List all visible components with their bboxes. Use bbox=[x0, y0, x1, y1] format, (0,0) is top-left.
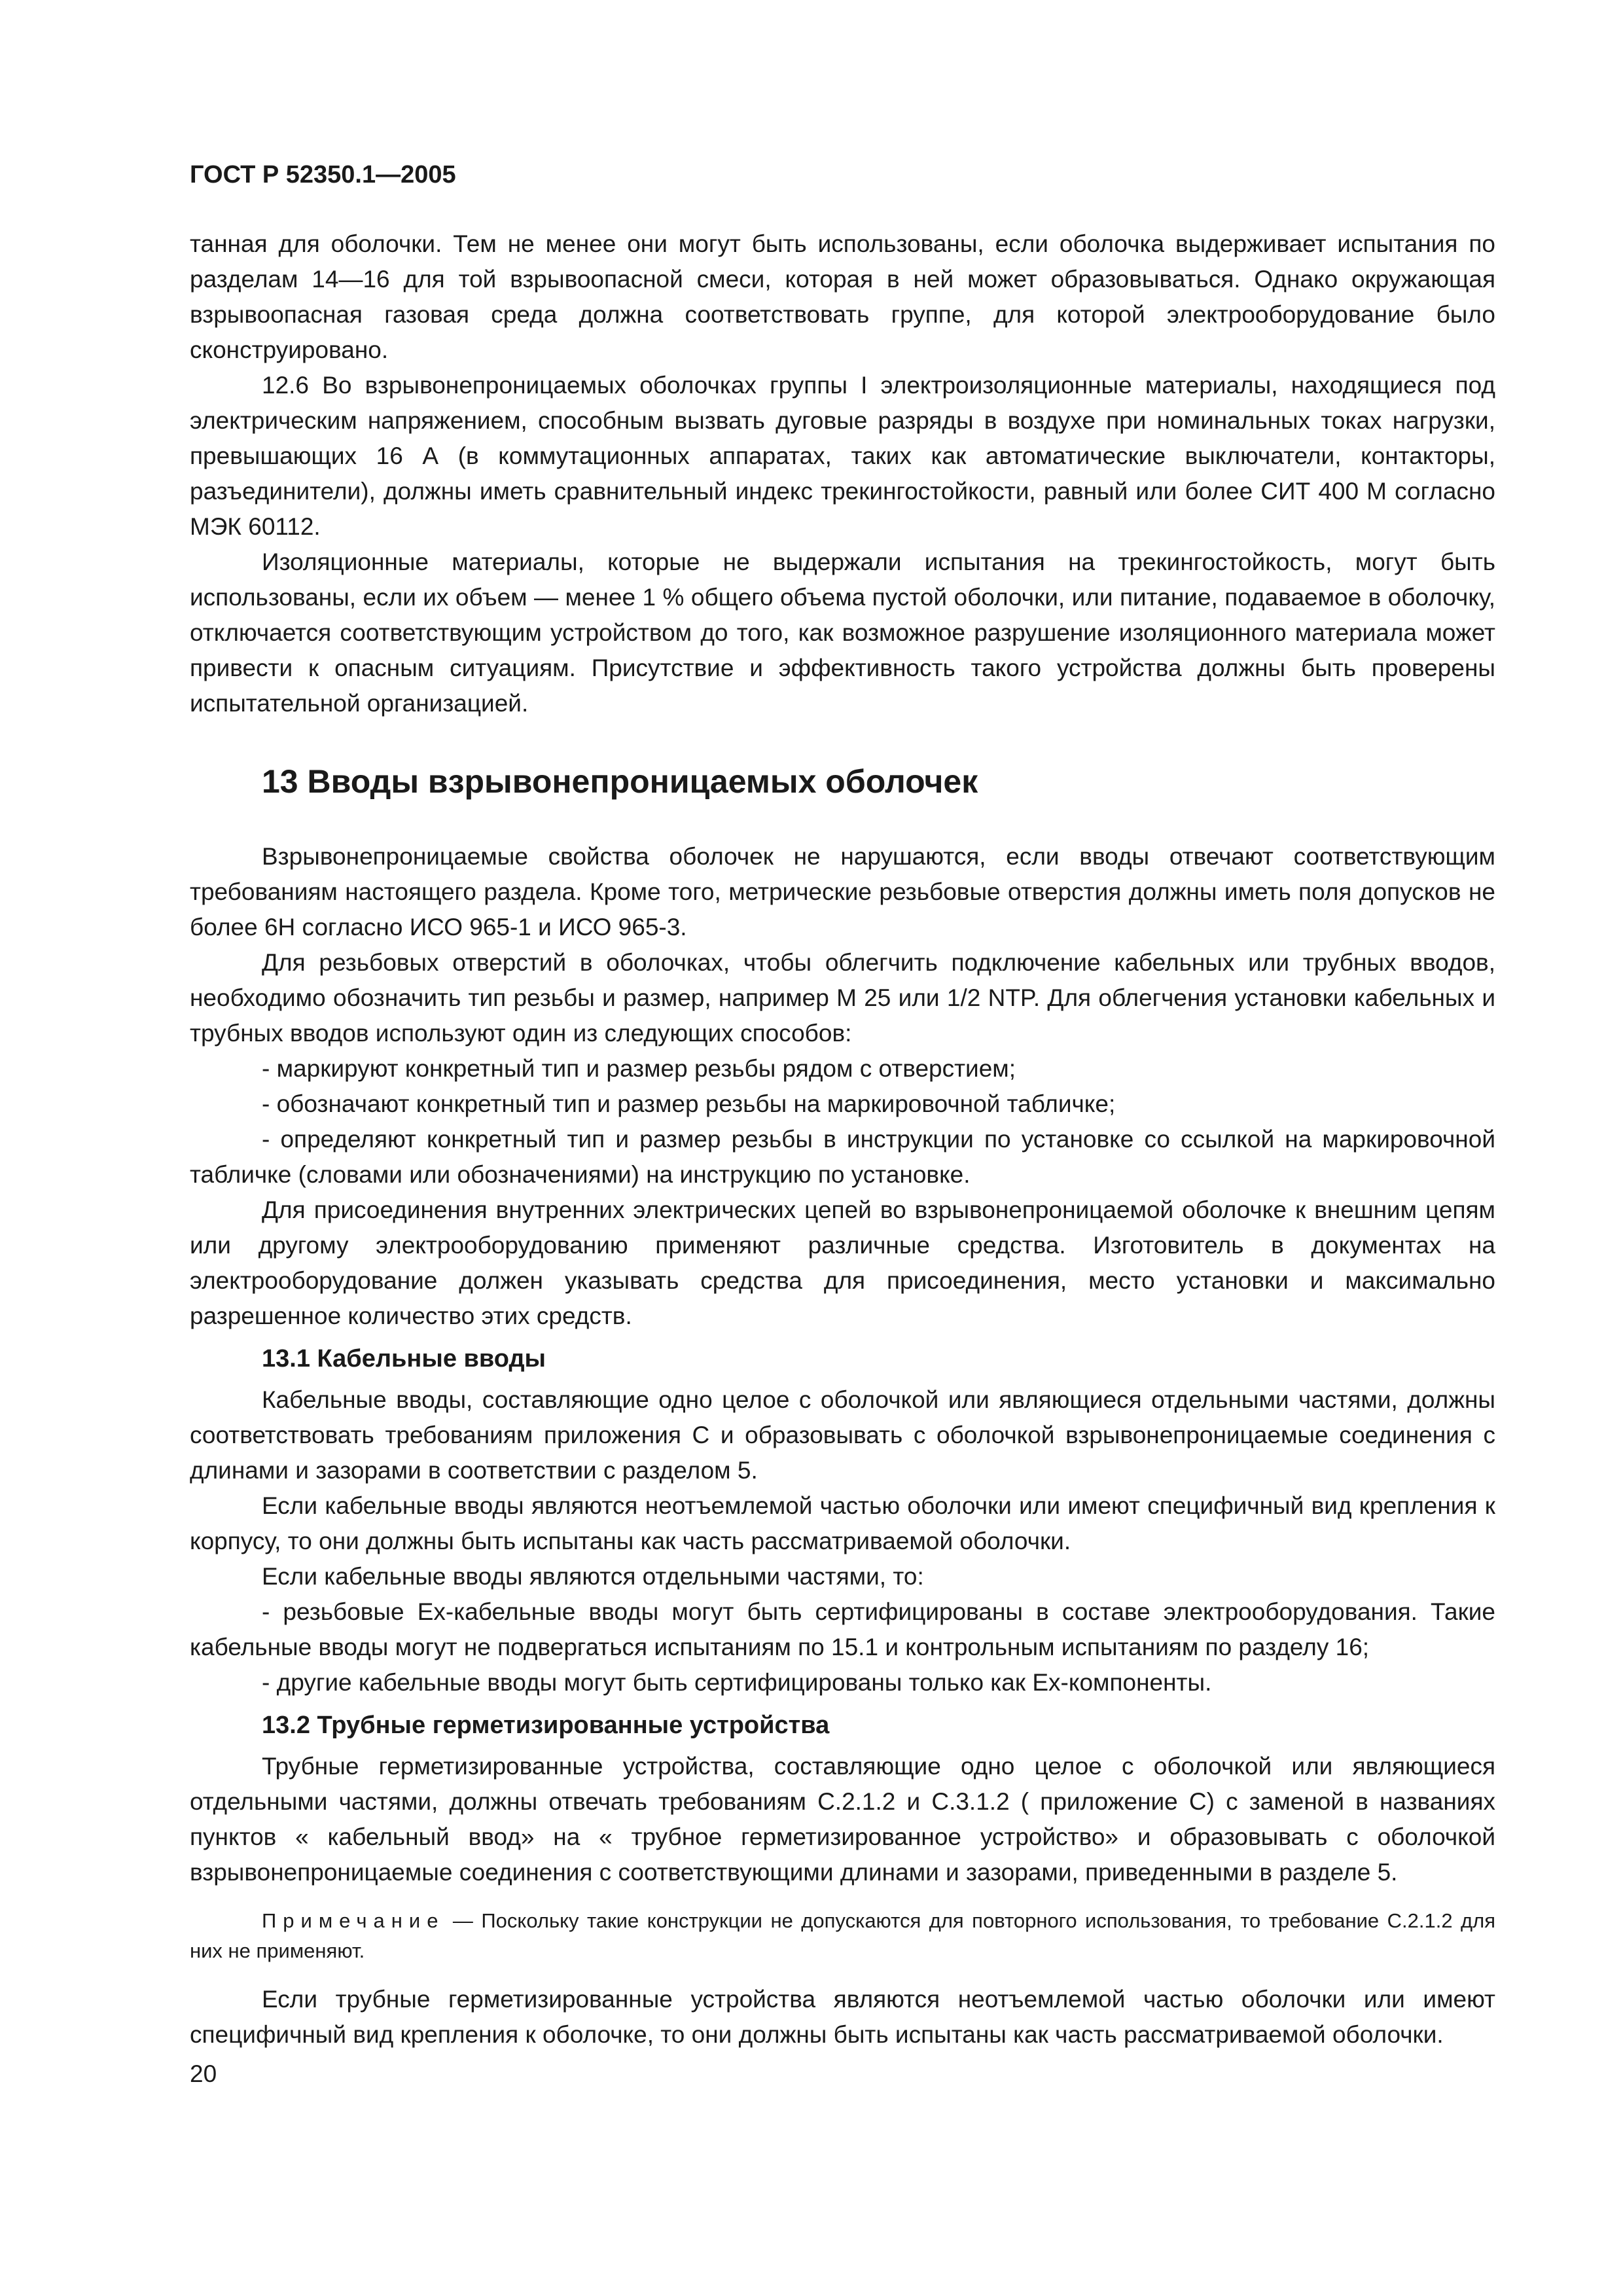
list-item: - маркируют конкретный тип и размер резьбы рядом с отверстием; bbox=[262, 1055, 1016, 1082]
paragraph-13-2-1: Трубные герметизированные устройства, составляющие одно целое с оболочкой или являющиеся отдельными частями, должны отвечать требованиям С.2.1.2 и С.3.1.2 ( приложение С) с заменой в названиях пунктов « кабельный ввод» на « трубное герметизированное устройство» и образовывать с оболочкой взрывонепроницаемые соединения с соответствующими длинами и зазорами, приведенными в разделе 5. bbox=[190, 1753, 1495, 1886]
paragraph-13-1-1: Кабельные вводы, составляющие одно целое с оболочкой или являющиеся отдельными частями, должны соответствовать требованиям приложения С и образовывать с оболочкой взрывонепроницаемые соединения с длинами и зазорами в соответствии с разделом 5. bbox=[190, 1386, 1495, 1484]
paragraph-13-1-3: Если кабельные вводы являются отдельными частями, то: bbox=[262, 1563, 924, 1590]
section-13-1-title: 13.1 Кабельные вводы bbox=[262, 1345, 546, 1372]
list-item: - резьбовые Ex-кабельные вводы могут быть сертифицированы в составе электрооборудования. Такие кабельные вводы могут не подвергаться испытаниям по 15.1 и контрольным испытаниям по разделу 16; bbox=[190, 1598, 1495, 1660]
paragraph-13-2: Для резьбовых отверстий в оболочках, чтобы облегчить подключение кабельных или трубных вводов, необходимо обозначить тип резьбы и размер, например М 25 или 1/2 NTP. Для облегчения установки кабельных и трубных вводов используют один из следующих способов: bbox=[190, 949, 1495, 1047]
document-page bbox=[190, 157, 1495, 2053]
note-label: Примечание bbox=[262, 1909, 445, 1932]
note bbox=[190, 1906, 1495, 1966]
page-number: 20 bbox=[190, 2060, 217, 2087]
list-item: - определяют конкретный тип и размер резьбы в инструкции по установке со ссылкой на маркировочной табличке (словами или обозначениями) на инструкцию по установке. bbox=[190, 1126, 1495, 1188]
standard-id-header: ГОСТ Р 52350.1—2005 bbox=[190, 161, 456, 188]
paragraph-13-3: Для присоединения внутренних электрических цепей во взрывонепроницаемой оболочке к внешним цепям или другому электрооборудованию применяют различные средства. Изготовитель в документах на электрооборудование должен указывать средства для присоединения, место установки и максимально разрешенное количество этих средств. bbox=[190, 1196, 1495, 1329]
section-13-title: 13 Вводы взрывонепроницаемых оболочек bbox=[262, 763, 978, 800]
paragraph-13-1-2: Если кабельные вводы являются неотъемлемой частью оболочки или имеют специфичный вид крепления к корпусу, то они должны быть испытаны как часть рассматриваемой оболочки. bbox=[190, 1492, 1495, 1554]
paragraph-intro-3: Изоляционные материалы, которые не выдержали испытания на трекингостойкость, могут быть использованы, если их объем — менее 1 % общего объема пустой оболочки, или питание, подаваемое в оболочку, отключается соответствующим устройством до того, как возможное разрушение изоляционного материала может привести к опасным ситуациям. Присутствие и эффективность такого устройства должны быть проверены испытательной организацией. bbox=[190, 548, 1495, 717]
paragraph-13-1: Взрывонепроницаемые свойства оболочек не нарушаются, если вводы отвечают соответствующим требованиям настоящего раздела. Кроме того, метрические резьбовые отверстия должны иметь поля допусков не более 6Н согласно ИСО 965-1 и ИСО 965-3. bbox=[190, 843, 1495, 941]
paragraph-intro-1: танная для оболочки. Тем не менее они могут быть использованы, если оболочка выдерживает испытания по разделам 14—16 для той взрывоопасной смеси, которая в ней может образовываться. Однако окружающая взрывоопасная газовая среда должна соответствовать группе, для которой электрооборудование было сконструировано. bbox=[190, 230, 1495, 363]
list-item: - обозначают конкретный тип и размер резьбы на маркировочной табличке; bbox=[262, 1090, 1116, 1117]
section-13-2-title: 13.2 Трубные герметизированные устройства bbox=[262, 1712, 830, 1739]
list-item: - другие кабельные вводы могут быть сертифицированы только как Ex-компоненты. bbox=[262, 1669, 1212, 1696]
paragraph-12-6: 12.6 Во взрывонепроницаемых оболочках группы I электроизоляционные материалы, находящиеся под электрическим напряжением, способным вызвать дуговые разряды в воздухе при номинальных токах нагрузки, превышающих 16 А (в коммутационных аппаратах, таких как автоматические выключатели, контакторы, разъединители), должны иметь сравнительный индекс трекингостойкости, равный или более СИТ 400 М согласно МЭК 60112. bbox=[190, 372, 1495, 540]
note-text: — Поскольку такие конструкции не допускаются для повторного использования, то требование С.2.1.2 для них не применяют. bbox=[190, 1909, 1495, 1962]
paragraph-13-2-2: Если трубные герметизированные устройства являются неотъемлемой частью оболочки или имеют специфичный вид крепления к оболочке, то они должны быть испытаны как часть рассматриваемой оболочки. bbox=[190, 1986, 1495, 2048]
